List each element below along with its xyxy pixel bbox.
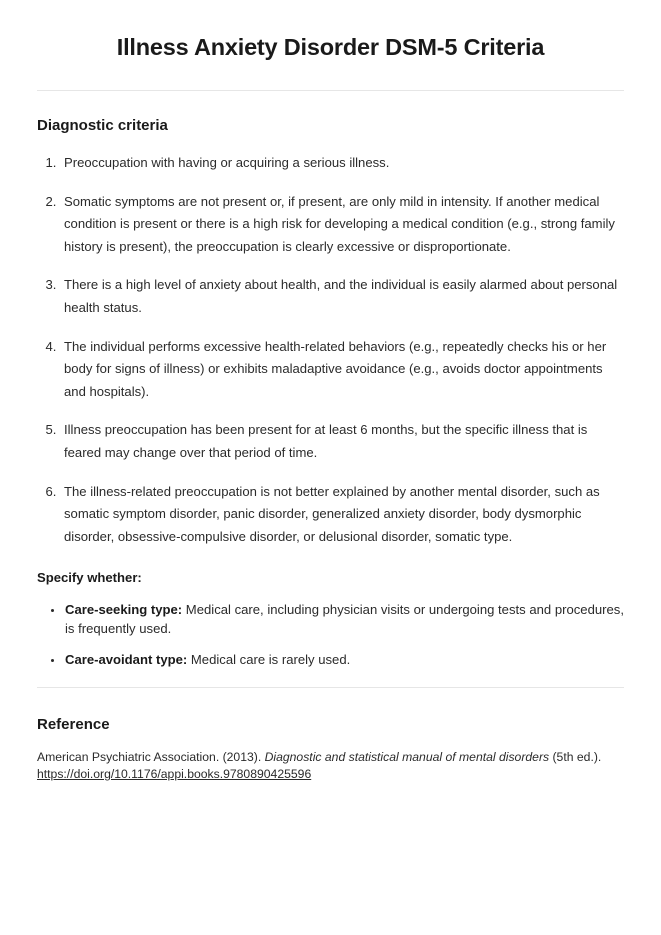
diagnostic-criteria-heading: Diagnostic criteria	[37, 117, 168, 134]
citation-author-year: American Psychiatric Association. (2013).	[37, 749, 265, 764]
specify-whether-label: Specify whether:	[37, 570, 142, 586]
citation-doi-link[interactable]: https://doi.org/10.1176/appi.books.9780890425596	[37, 767, 312, 782]
specify-option-term: Care-avoidant type:	[65, 652, 188, 668]
specify-option-term: Care-seeking type:	[65, 602, 183, 618]
criteria-item: 2. Somatic symptoms are not present or, if present, are only mild in intensity. If another medical condition is present or there is a high risk for developing a medical condition (e.g., strong family history is present), the preoccupation is clearly excessive or disproportionate.	[60, 191, 624, 259]
criteria-item: 3. There is a high level of anxiety about health, and the individual is easily alarmed about personal health status.	[60, 274, 624, 319]
specify-option	[64, 601, 624, 638]
criteria-item: 5. Illness preoccupation has been present for at least 6 months, but the specific illness that is feared may change over that period of time.	[60, 419, 624, 464]
specify-options-list	[37, 601, 624, 669]
page-bottom-spacer	[0, 784, 661, 794]
reference-section	[0, 688, 661, 784]
reference-heading: Reference	[37, 715, 110, 733]
criteria-item: 6. The illness-related preoccupation is not better explained by another mental disorder, such as somatic symptom disorder, panic disorder, generalized anxiety disorder, body dysmorphic disorder, obsessive-compulsive disorder, or delusional disorder, somatic type.	[60, 481, 624, 549]
criteria-item: 1. Preoccupation with having or acquiring a serious illness.	[60, 152, 624, 175]
specify-option-description: Medical care, including physician visits or undergoing tests and procedures, is frequently used.	[65, 602, 624, 636]
specify-option	[64, 651, 624, 669]
citation-title: Diagnostic and statistical manual of mental disorders	[264, 749, 550, 764]
specify-option-description: Medical care is rarely used.	[187, 652, 351, 668]
citation-edition: (5th ed.).	[549, 749, 602, 764]
page-title: Illness Anxiety Disorder DSM-5 Criteria	[116, 34, 545, 60]
diagnostic-criteria-section	[0, 91, 661, 670]
criteria-list	[37, 152, 624, 548]
reference-citation	[37, 735, 609, 784]
criteria-item: 4. The individual performs excessive health-related behaviors (e.g., repeatedly checks his or her body for signs of illness) or exhibits maladaptive avoidance (e.g., avoids doctor appointments and hospitals).	[60, 336, 624, 404]
